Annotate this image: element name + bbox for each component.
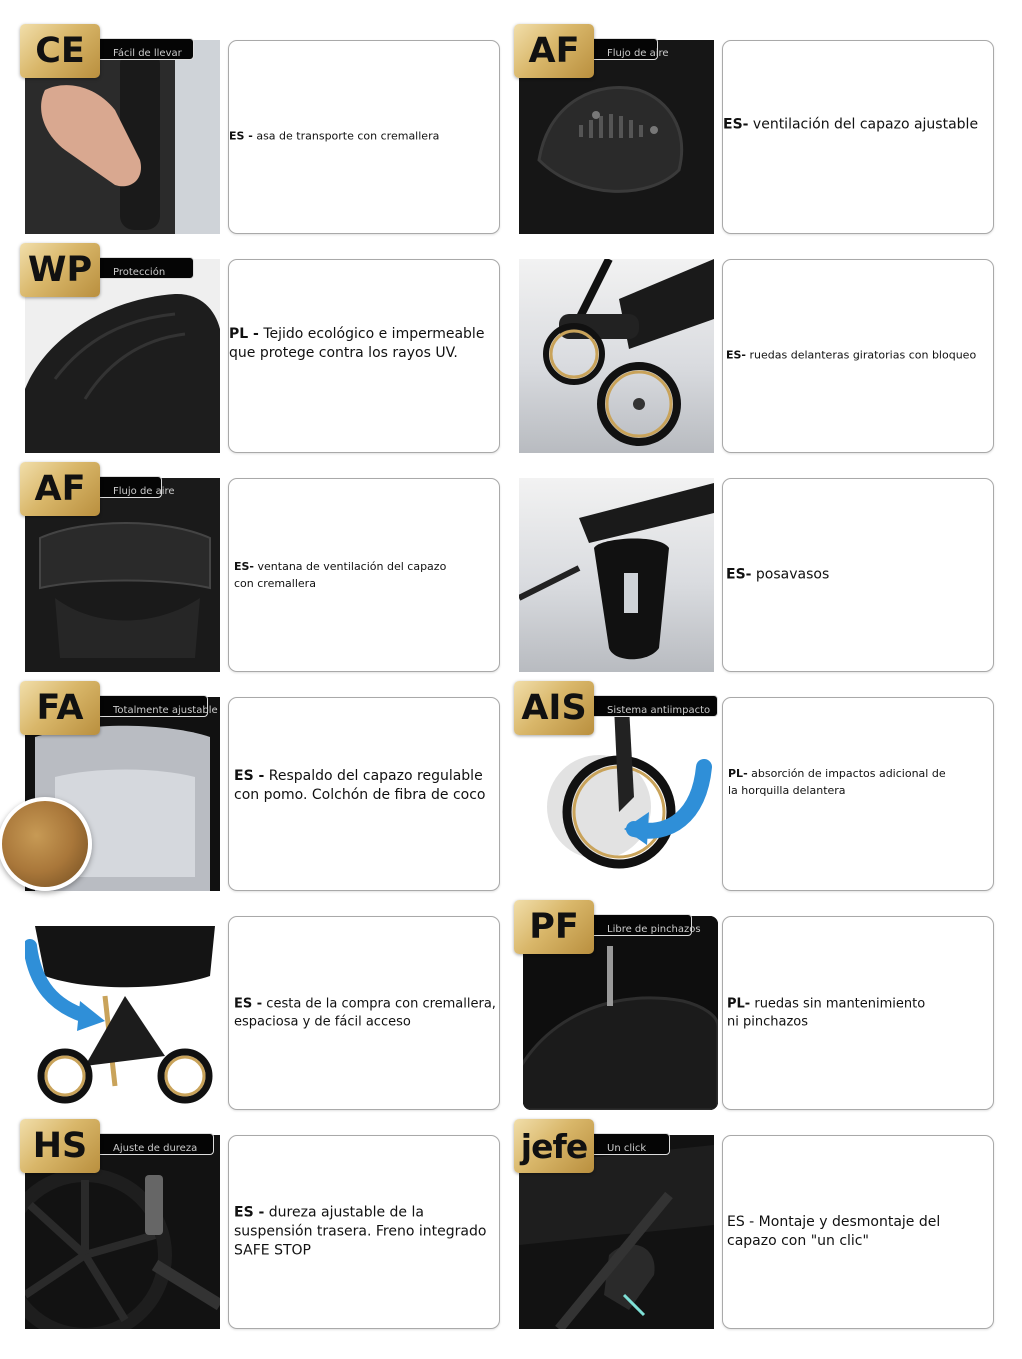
feature-panel <box>722 259 994 453</box>
feature-description <box>727 1213 947 1251</box>
feature-panel <box>228 478 500 672</box>
feature-prefix: ES- <box>723 116 749 133</box>
feature-prefix: ES- <box>726 566 752 583</box>
feature-panel <box>722 916 994 1110</box>
feature-card-8 <box>514 679 994 877</box>
feature-description <box>234 558 454 592</box>
feature-badge: AF <box>20 462 100 516</box>
feature-description <box>234 767 496 805</box>
feature-badge: jefe <box>514 1119 594 1173</box>
feature-prefix: ES - <box>229 129 253 143</box>
feature-panel <box>228 1135 500 1329</box>
cup-holder-illustration <box>519 478 714 672</box>
feature-label: Totalmente ajustable <box>94 695 208 717</box>
feature-badge: AF <box>514 24 594 78</box>
feature-panel <box>722 478 994 672</box>
feature-text: dureza ajustable de la suspensión trasera. Freno integrado SAFE STOP <box>234 1204 487 1259</box>
feature-label: Libre de pinchazos <box>588 914 692 936</box>
feature-text: ruedas sin mantenimiento ni pinchazos <box>727 996 926 1029</box>
feature-photo-basket <box>25 916 220 1110</box>
feature-prefix: ES - <box>234 996 263 1012</box>
feature-card-1 <box>20 22 500 220</box>
feature-photo-front-wheels <box>519 259 714 453</box>
feature-description <box>723 116 985 135</box>
feature-label: Ajuste de dureza <box>94 1133 214 1155</box>
feature-prefix: ES- <box>234 559 255 573</box>
feature-card-7 <box>20 679 500 877</box>
feature-description <box>229 130 491 145</box>
feature-description <box>726 349 988 364</box>
feature-text: ventana de ventilación del capazo con cremallera <box>234 559 447 590</box>
coconut-fiber-image <box>0 797 92 891</box>
feature-prefix: ES - <box>234 1204 265 1221</box>
feature-text: ventilación del capazo ajustable <box>748 116 979 133</box>
feature-description <box>727 995 937 1030</box>
feature-prefix: ES - <box>234 768 265 785</box>
feature-panel <box>228 40 500 234</box>
feature-text: Tejido ecológico e impermeable que protege contra los rayos UV. <box>229 326 485 361</box>
feature-panel <box>228 916 500 1110</box>
feature-description <box>728 765 958 799</box>
feature-badge: PF <box>514 900 594 954</box>
feature-text: posavasos <box>751 566 830 583</box>
swivel-wheel-illustration <box>519 259 714 453</box>
feature-label: Fácil de llevar <box>94 38 194 60</box>
feature-panel <box>722 1135 994 1329</box>
feature-text: asa de transporte con cremallera <box>252 129 440 143</box>
feature-description <box>234 1204 496 1261</box>
feature-badge: FA <box>20 681 100 735</box>
feature-card-9 <box>20 898 500 1096</box>
feature-text: Respaldo del capazo regulable con pomo. Colchón de fibra de coco <box>234 768 486 803</box>
shopping-basket-illustration <box>25 916 220 1110</box>
feature-card-5 <box>20 460 500 658</box>
feature-card-3 <box>20 241 500 439</box>
feature-prefix: PL- <box>728 766 748 780</box>
feature-prefix: PL- <box>727 996 751 1012</box>
feature-text: ruedas delanteras giratorias con bloqueo <box>746 348 977 362</box>
feature-panel <box>722 697 994 891</box>
feature-badge: WP <box>20 243 100 297</box>
feature-panel <box>228 259 500 453</box>
feature-description <box>726 566 988 585</box>
feature-photo-cup-holder <box>519 478 714 672</box>
feature-text: ES - Montaje y desmontaje del capazo con "un clic" <box>727 1214 941 1249</box>
feature-description <box>229 325 491 363</box>
feature-description <box>234 995 496 1030</box>
feature-label: Flujo de aire <box>94 476 162 498</box>
feature-badge: CE <box>20 24 100 78</box>
feature-label: Sistema antiimpacto <box>588 695 718 717</box>
feature-card-12 <box>514 1117 994 1315</box>
feature-label: Un click <box>588 1133 670 1155</box>
feature-text: cesta de la compra con cremallera, espaciosa y de fácil acceso <box>234 996 496 1029</box>
feature-card-11 <box>20 1117 500 1315</box>
feature-text: absorción de impactos adicional de la horquilla delantera <box>728 766 946 797</box>
feature-prefix: ES- <box>726 348 747 362</box>
feature-prefix: PL - <box>229 326 259 343</box>
feature-card-6 <box>514 460 994 658</box>
feature-card-10 <box>514 898 994 1096</box>
feature-label: Flujo de aire <box>588 38 658 60</box>
feature-card-4 <box>514 241 994 439</box>
feature-card-2 <box>514 22 994 220</box>
feature-panel <box>228 697 500 891</box>
feature-panel <box>722 40 994 234</box>
feature-label: Protección <box>94 257 194 279</box>
feature-badge: HS <box>20 1119 100 1173</box>
feature-badge: AIS <box>514 681 594 735</box>
